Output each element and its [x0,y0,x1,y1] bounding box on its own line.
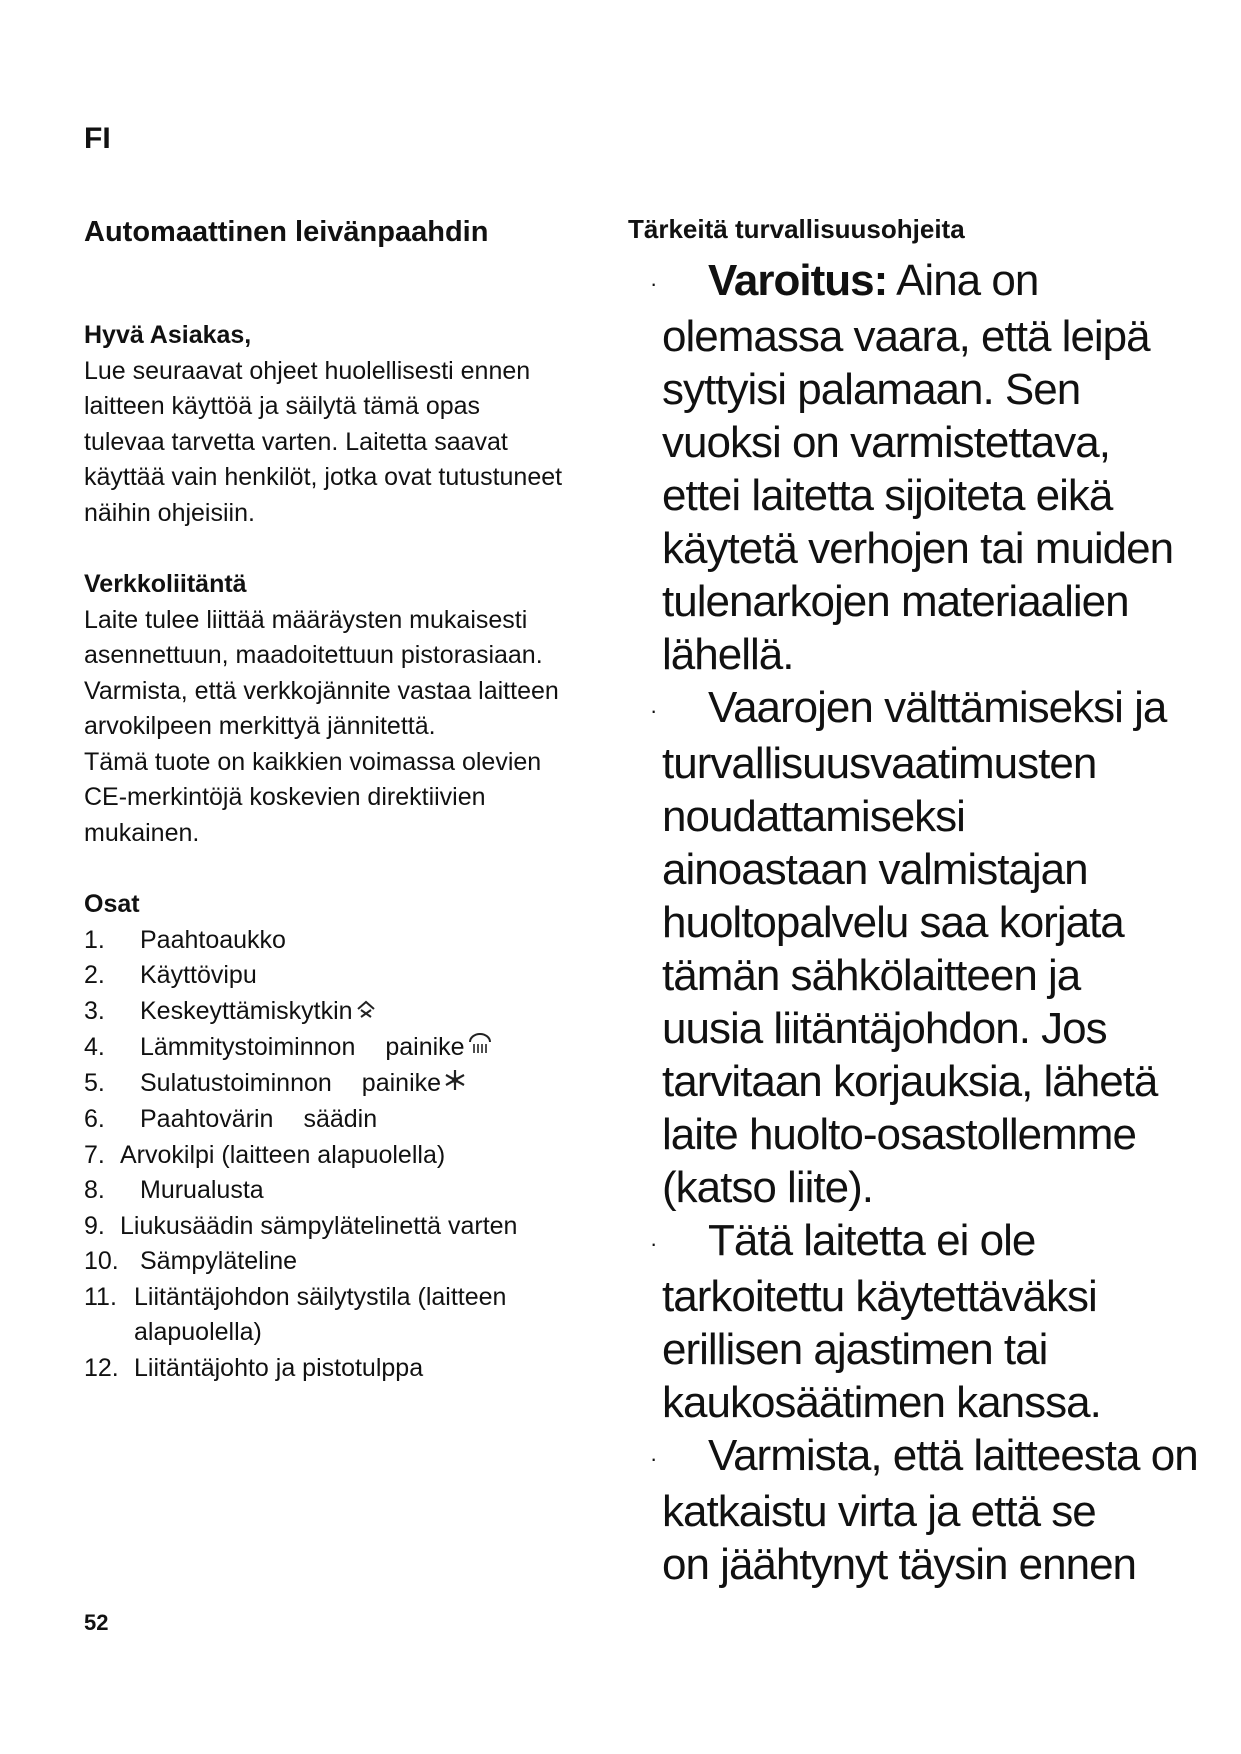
safety-warnings [650,254,1222,1591]
warning-line: ainoastaan valmistajan [662,844,1088,894]
greeting-heading: Hyvä Asiakas, [84,321,252,349]
warning-line: laite huolto-osastollemme [662,1109,1136,1159]
mains-line: arvokilpeen merkittyä jännitettä. [84,712,436,740]
parts-heading: Osat [84,890,140,918]
item-number: 5. [84,1069,105,1098]
mains-line: asennettuun, maadoitettuun pistorasiaan. [84,641,543,669]
item-text: Liukusäädin sämpylätelinettä varten [120,1211,518,1240]
list-item [84,923,604,959]
warning-label: Varoitus: [708,256,888,305]
list-item [84,1280,604,1351]
greeting-line: näihin ohjeisiin. [84,498,255,527]
bullet: · [650,697,657,723]
warning-line: ettei laitetta sijoiteta eikä [662,470,1113,520]
item-text: Liitäntäjohto ja pistotulppa [134,1353,424,1382]
greeting-line: tulevaa tarvetta varten. Laitetta saavat [84,427,508,456]
warning-line: Varmista, että laitteesta on [708,1430,1198,1480]
reheat-icon [467,1030,493,1067]
warning-line: Tätä laitetta ei ole [708,1215,1036,1265]
item-text: Liitäntäjohdon säilytystila (laitteen [134,1282,507,1311]
list-item [84,1102,604,1138]
mains-line: mukainen. [84,818,200,847]
warning-line: tämän sähkölaitteen ja [662,950,1081,1000]
item-text: Käyttövipu [140,961,257,989]
warning-line: olemassa vaara, että leipä [662,311,1150,361]
item-text: Arvokilpi (laitteen alapuolella) [120,1140,446,1169]
warning-line: on jäähtynyt täysin ennen [662,1539,1137,1589]
warning-line: turvallisuusvaatimusten [662,738,1097,788]
warning-item [650,1429,1222,1591]
bullet: · [650,270,657,296]
list-item [84,1138,604,1174]
warning-line: vuoksi on varmistettava, [662,417,1110,467]
warning-line: (katso liite). [662,1162,873,1212]
warning-item [650,681,1222,1214]
item-number: 2. [84,961,105,989]
item-text: Murualusta [140,1176,264,1205]
defrost-icon [443,1067,467,1103]
item-text: Paahtovärin [140,1105,274,1134]
list-item [84,1351,604,1387]
item-text: Sämpyläteline [140,1247,298,1276]
mains-heading: Verkkoliitäntä [84,570,247,598]
list-item [84,1030,604,1067]
item-number: 9. [84,1211,105,1240]
mains-line: CE-merkintöjä koskevien direktiivien [84,783,486,811]
left-column [84,318,604,1422]
item-text: Lämmitystoiminnon [140,1032,356,1061]
item-text: alapuolella) [134,1318,262,1347]
warning-item [650,1214,1222,1429]
page-number: 52 [84,1610,109,1635]
list-item [84,958,604,994]
item-text: Keskeyttämiskytkin [140,996,353,1025]
document-title: Automaattinen leivänpaahdin [84,216,489,248]
mains-section [84,567,604,851]
greeting-line: käyttää vain henkilöt, jotka ovat tutustuneet [84,463,563,491]
parts-list [84,923,604,1387]
greeting-line: Lue seuraavat ohjeet huolellisesti ennen [84,356,531,385]
warning-line: syttyisi palamaan. Sen [662,364,1081,414]
warning-line: tulenarkojen materiaalien [662,576,1129,626]
stop-icon [355,994,377,1030]
language-code: FI [84,122,111,155]
warning-line: tarvitaan korjauksia, lähetä [662,1056,1158,1106]
item-text: painike [385,1032,465,1061]
item-text: painike [361,1069,442,1098]
warning-item [650,254,1222,681]
parts-section [84,887,604,1386]
item-number: 7. [84,1140,105,1169]
list-item [84,1066,604,1102]
list-item [84,994,604,1030]
warning-line: Vaarojen välttämiseksi ja [708,682,1167,732]
warning-line: erillisen ajastimen tai [662,1324,1048,1374]
item-number: 11. [84,1282,117,1311]
item-number: 8. [84,1176,105,1205]
item-number: 10. [84,1247,119,1276]
item-number: 1. [84,925,105,954]
warning-line: tarkoitettu käytettäväksi [662,1271,1097,1321]
item-number: 12. [84,1353,119,1382]
warning-line: käytetä verhojen tai muiden [662,523,1174,573]
mains-line: Varmista, että verkkojännite vastaa laitteen [84,676,559,705]
greeting-line: laitteen käyttöä ja säilytä tämä opas [84,392,481,420]
item-number: 6. [84,1105,105,1134]
warning-line: kaukosäätimen kanssa. [662,1377,1101,1427]
warning-line: Aina on [896,256,1039,305]
item-text: Sulatustoiminnon [140,1069,332,1098]
mains-line: Laite tulee liittää määräysten mukaisesti [84,605,528,634]
bullet: · [650,1230,657,1256]
list-item [84,1173,604,1209]
warning-line: noudattamiseksi [662,791,965,841]
item-number: 4. [84,1032,105,1061]
warning-line: lähellä. [662,629,794,679]
bullet: · [650,1445,657,1471]
list-item [84,1244,604,1280]
warning-line: uusia liitäntäjohdon. Jos [662,1003,1107,1053]
item-number: 3. [84,996,105,1025]
warning-line: katkaistu virta ja että se [662,1486,1096,1536]
greeting-section [84,318,604,531]
list-item [84,1209,604,1245]
mains-line: Tämä tuote on kaikkien voimassa olevien [84,747,542,776]
warning-line: huoltopalvelu saa korjata [662,897,1124,947]
item-text: Paahtoaukko [140,925,286,954]
safety-heading: Tärkeitä turvallisuusohjeita [628,214,965,244]
item-text: säädin [303,1105,378,1134]
